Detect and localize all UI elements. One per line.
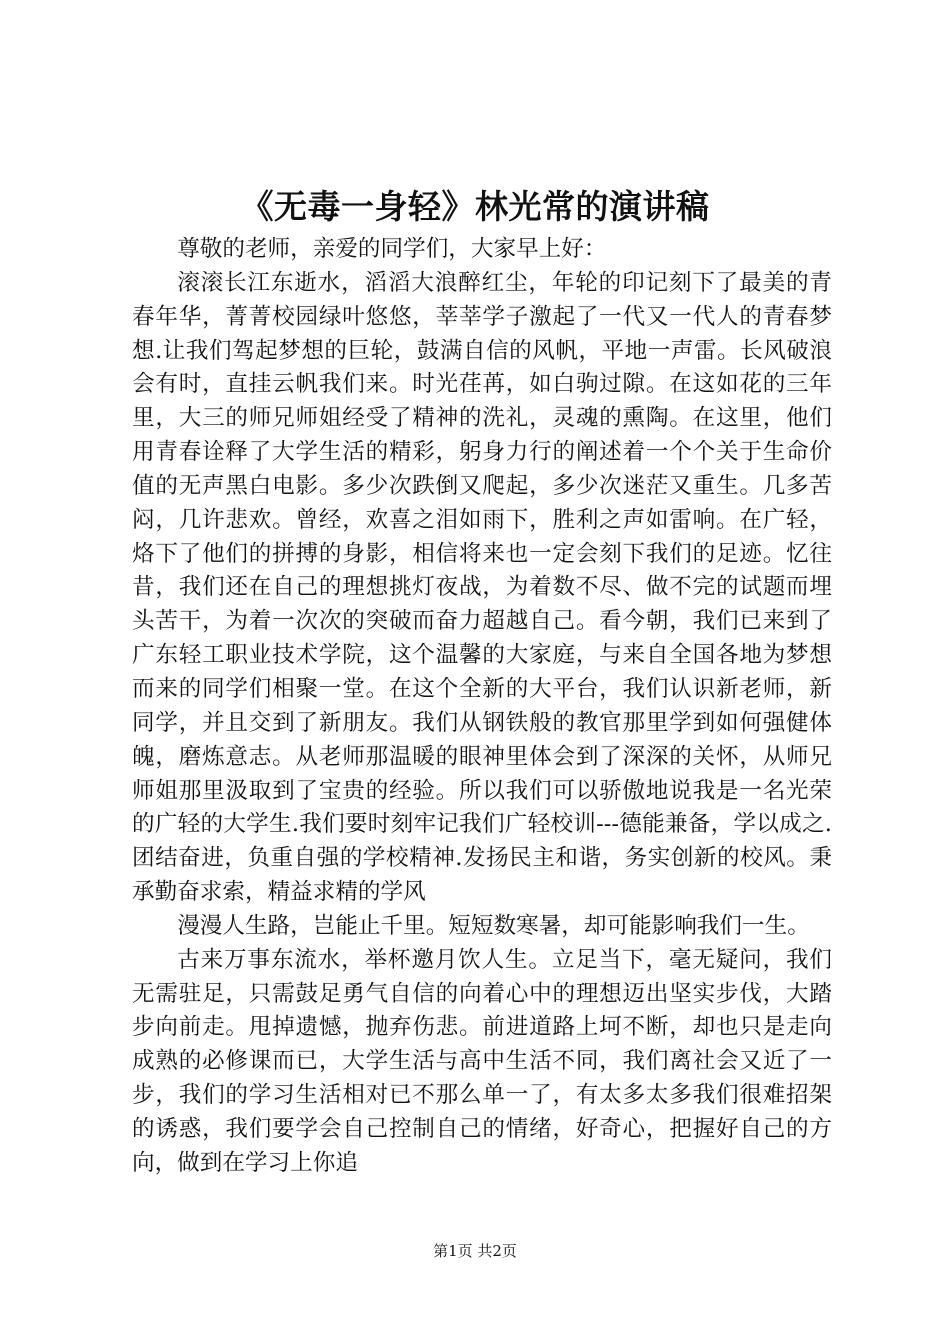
paragraph: 滚滚长江东逝水，滔滔大浪醉红尘，年轮的印记刻下了最美的青春年华，菁菁校园绿叶悠悠，莘莘学子激起了一代又一代人的青春梦想.让我们驾起梦想的巨轮，鼓满自信的风帆，平地一声雷。长风破浪会有时，直挂云帆我们来。时光荏苒，如白驹过隙。在这如花的三年里，大三的师兄师姐经受了精神的洗礼，灵魂的熏陶。在这里，他们用青春诠释了大学生活的精彩，躬身力行的阐述着一个个关于生命价值的无声黑白电影。多少次跌倒又爬起，多少次迷茫又重生。几多苦闷，几许悲欢。曾经，欢喜之泪如雨下，胜利之声如雷响。在广轻，烙下了他们的拼搏的身影，相信将来也一定会刻下我们的足迹。忆往昔，我们还在自己的理想挑灯夜战，为着数不尽、做不完的试题而埋头苦干，为着一次次的突破而奋力超越自己。看今朝，我们已来到了广东轻工职业技术学院，这个温馨的大家庭，与来自全国各地为梦想而来的同学们相聚一堂。在这个全新的大平台，我们认识新老师，新同学，并且交到了新朋友。我们从钢铁般的教官那里学到如何强健体魄，磨炼意志。从老师那温暖的眼神里体会到了深深的关怀，从师兄师姐那里汲取到了宝贵的经验。所以我们可以骄傲地说我是一名光荣的广轻的大学生.我们要时刻牢记我们广轻校训---德能兼备，学以成之.团结奋进，负重自强的学校精神.发扬民主和谐，务实创新的校风。秉承勤奋求索，精益求精的学风	[132, 269, 832, 906]
document-title: 《无毒一身轻》林光常的演讲稿	[240, 187, 710, 226]
paragraph: 古来万事东流水，举杯邀月饮人生。立足当下，毫无疑问，我们无需驻足，只需鼓足勇气自信的向着心中的理想迈出坚实步伐，大踏步向前走。甩掉遗憾，抛弃伤悲。前进道路上坷不断，却也只是走向成熟的必修课而已，大学生活与高中生活不同，我们离社会又近了一步，我们的学习生活相对已不那么单一了，有太多太多我们很难招架的诱惑，我们要学会自己控制自己的情绪，好奇心，把握好自己的方向，做到在学习上你追	[132, 946, 832, 1176]
page-number-footer: 第1页 共2页	[433, 1242, 517, 1260]
paragraph-greeting: 尊敬的老师，亲爱的同学们，大家早上好：	[177, 236, 607, 262]
paragraph: 漫漫人生路，岂能止千里。短短数寒暑，却可能影响我们一生。	[177, 912, 810, 939]
document-body	[132, 233, 832, 1181]
